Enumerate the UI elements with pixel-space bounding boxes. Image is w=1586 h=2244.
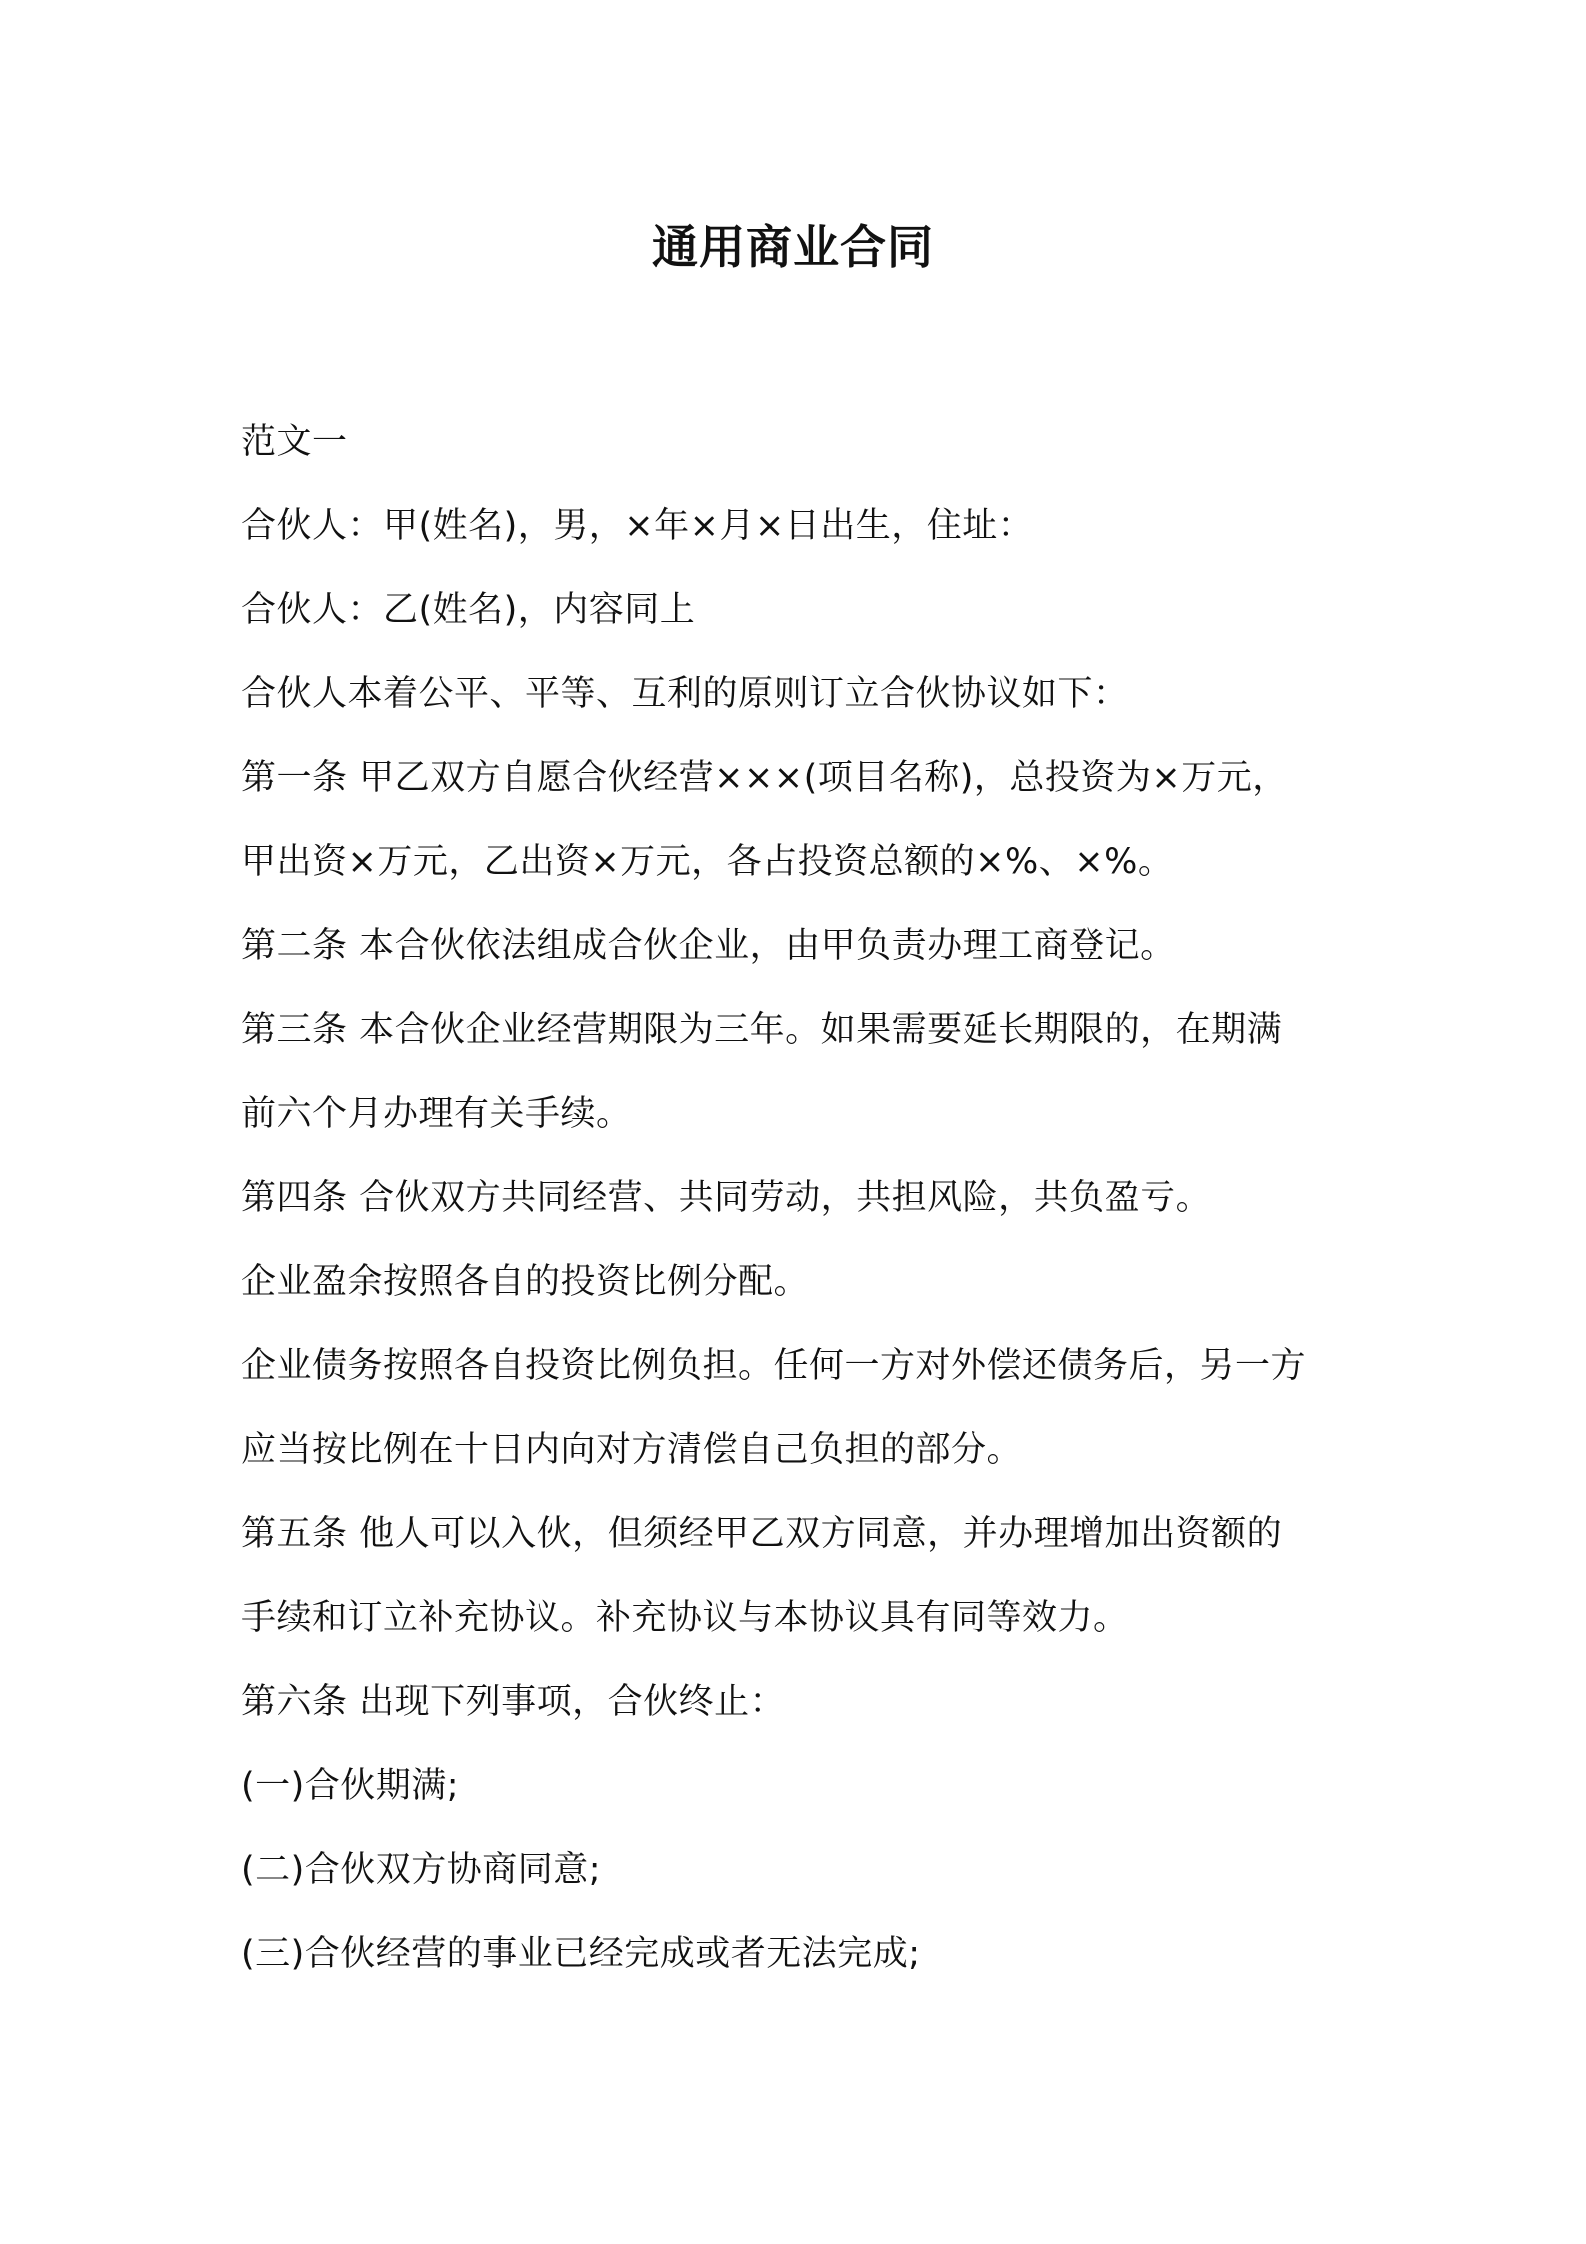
partner-b-line: 合伙人：乙(姓名)，内容同上 [241, 590, 696, 630]
article-3-line-1: 第三条 本合伙企业经营期限为三年。如果需要延长期限的，在期满 [241, 1010, 1283, 1050]
article-6-item-1: (一)合伙期满; [241, 1766, 460, 1806]
article-5-line-1: 第五条 他人可以入伙，但须经甲乙双方同意，并办理增加出资额的 [241, 1514, 1283, 1554]
article-4-debt-line-2: 应当按比例在十日内向对方清偿自己负担的部分。 [241, 1430, 1023, 1470]
article-6: 第六条 出现下列事项，合伙终止： [241, 1682, 786, 1722]
partner-a-line: 合伙人：甲(姓名)，男，×年×月×日出生，住址： [241, 506, 1034, 546]
article-1-line-1: 第一条 甲乙双方自愿合伙经营×××(项目名称)，总投资为×万元， [241, 758, 1288, 798]
article-4-profit: 企业盈余按照各自的投资比例分配。 [241, 1262, 810, 1302]
article-3-line-2: 前六个月办理有关手续。 [241, 1094, 632, 1134]
document-body [241, 400, 1361, 1996]
article-4-debt-line-1: 企业债务按照各自投资比例负担。任何一方对外偿还债务后，另一方 [241, 1346, 1307, 1386]
article-1-line-2: 甲出资×万元，乙出资×万元，各占投资总额的×%、×%。 [241, 842, 1174, 882]
article-6-item-2: (二)合伙双方协商同意; [241, 1850, 602, 1890]
article-5-line-2: 手续和订立补充协议。补充协议与本协议具有同等效力。 [241, 1598, 1129, 1638]
article-6-item-3: (三)合伙经营的事业已经完成或者无法完成; [241, 1934, 921, 1974]
article-2: 第二条 本合伙依法组成合伙企业，由甲负责办理工商登记。 [241, 926, 1176, 966]
document-title: 通用商业合同 [652, 220, 934, 274]
article-4: 第四条 合伙双方共同经营、共同劳动，共担风险，共负盈亏。 [241, 1178, 1212, 1218]
section-heading: 范文一 [241, 422, 348, 462]
agreement-intro: 合伙人本着公平、平等、互利的原则订立合伙协议如下： [241, 674, 1129, 714]
